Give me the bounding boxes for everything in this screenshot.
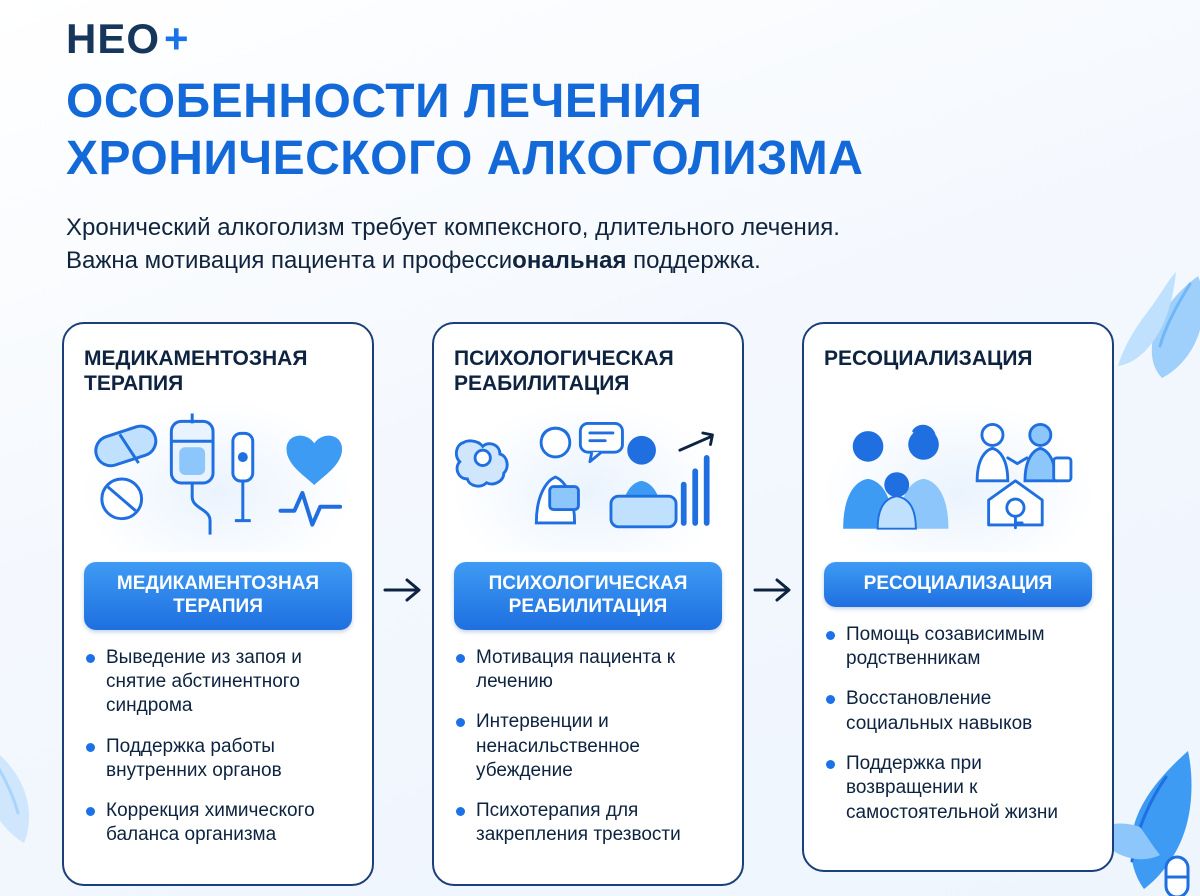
logo-plus-icon: + xyxy=(164,15,189,62)
page-title-line-1: ОСОБЕННОСТИ ЛЕЧЕНИЯ xyxy=(66,75,703,128)
page-subtitle-line-2-part-c: поддержка. xyxy=(626,246,761,274)
card-title: РЕСОЦИАЛИЗАЦИЯ xyxy=(824,347,1033,370)
card-badge: ПСИХОЛОГИЧЕСКАЯ РЕАБИЛИТАЦИЯ xyxy=(454,562,722,630)
card-resocialization xyxy=(802,322,1114,872)
family-handshake-home-icon xyxy=(824,402,1092,552)
card-medication-therapy xyxy=(62,322,374,886)
page-title-line-2: ХРОНИЧЕСКОГО АЛКОГОЛИЗМА xyxy=(66,131,864,185)
list-item: Интервенции и ненасильственное убеждение xyxy=(454,710,722,783)
therapy-session-brain-chart-icon xyxy=(454,402,722,552)
list-item: Мотивация пациента к лечению xyxy=(454,646,722,695)
list-item: Поддержка работы внутренних органов xyxy=(84,735,352,784)
pills-iv-drip-heart-icon xyxy=(84,402,352,552)
list-item: Восстановление социальных навыков xyxy=(824,687,1092,736)
card-badge: МЕДИКАМЕНТОЗНАЯ ТЕРАПИЯ xyxy=(84,562,352,630)
card-title: МЕДИКАМЕНТОЗНАЯ ТЕРАПИЯ xyxy=(84,347,308,396)
list-item: Психотерапия для закрепления трезвости xyxy=(454,799,722,848)
page-title xyxy=(66,74,1136,187)
page-subtitle xyxy=(66,212,1066,277)
arrow-right-icon-2 xyxy=(744,322,802,603)
page-subtitle-line-2 xyxy=(66,245,1066,278)
page-subtitle-emphasis: ональная xyxy=(512,246,627,274)
list-item: Коррекция химического баланса организма xyxy=(84,799,352,848)
card-title: ПСИХОЛОГИЧЕСКАЯ РЕАБИЛИТАЦИЯ xyxy=(454,347,674,396)
list-item: Помощь созависимым родственникам xyxy=(824,623,1092,672)
brand-logo[interactable] xyxy=(66,15,189,62)
page-subtitle-line-2-part-a: Важна мотивация пациента и професси xyxy=(66,246,513,274)
card-psychological-rehabilitation xyxy=(432,322,744,886)
card-illustration xyxy=(84,402,352,552)
logo-text: НЕО xyxy=(66,15,161,62)
card-bullet-list xyxy=(84,646,352,848)
arrow-right-icon-1 xyxy=(374,322,432,603)
card-illustration xyxy=(454,402,722,552)
stage-cards-row xyxy=(62,322,1140,886)
card-illustration xyxy=(824,402,1092,552)
card-badge: РЕСОЦИАЛИЗАЦИЯ xyxy=(824,562,1092,607)
card-bullet-list xyxy=(454,646,722,848)
list-item: Выведение из запоя и снятие абстинентного синдрома xyxy=(84,646,352,719)
card-bullet-list xyxy=(824,623,1092,825)
list-item: Поддержка при возвращении к самостоятельной жизни xyxy=(824,752,1092,825)
page-subtitle-line-1: Хронический алкоголизм требует компексного, длительного лечения. xyxy=(66,214,840,241)
